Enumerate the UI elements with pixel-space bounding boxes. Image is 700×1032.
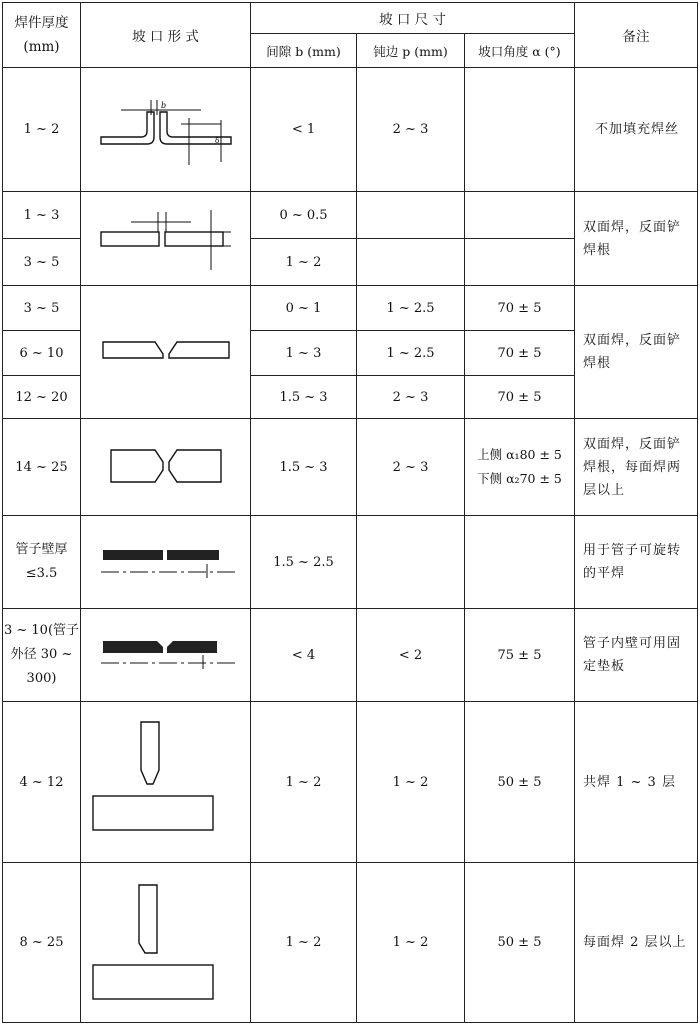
diagram-pipe-fixed [81,609,251,702]
x-groove-diagram [91,442,241,492]
cell-blunt: 1 ~ 2 [357,702,465,863]
diagram-x-groove [81,419,251,516]
cell-remark: 双面焊，反面铲焊根 [575,286,698,419]
diagram-pipe-rotating [81,516,251,609]
cell-remark: 双面焊，反面铲焊根，每面焊两层以上 [575,419,698,516]
cell-thickness: 3 ~ 5 [3,286,81,331]
diagram-flanged-butt [81,68,251,192]
header-angle: 坡口角度 α (°) [465,34,575,68]
cell-gap: < 4 [251,609,357,702]
header-form: 坡 口 形 式 [81,3,251,68]
table-row [3,419,698,516]
table-row [3,609,698,702]
cell-blunt: < 2 [357,609,465,702]
cell-gap: < 1 [251,68,357,192]
table-row [3,702,698,863]
cell-blunt [357,516,465,609]
diagram-t-joint-single [81,702,251,863]
cell-thickness: 12 ~ 20 [3,376,81,419]
cell-remark: 不加填充焊丝 [575,68,698,192]
cell-angle [465,192,575,239]
cell-angle [465,516,575,609]
cell-angle: 70 ± 5 [465,376,575,419]
square-butt-diagram [91,204,241,274]
table-row [3,516,698,609]
cell-thickness: 1 ~ 3 [3,192,81,239]
cell-gap: 1.5 ~ 3 [251,419,357,516]
groove-table [2,2,698,1023]
angle-upper: 上侧 α₁80 ± 5 [477,447,562,462]
header-remark: 备注 [575,3,698,68]
table-row [3,863,698,1023]
diagram-v-groove [81,286,251,419]
v-groove-diagram [91,332,241,372]
cell-gap: 0 ~ 1 [251,286,357,331]
cell-gap: 1 ~ 2 [251,863,357,1023]
cell-angle [465,239,575,286]
table-row [3,68,698,192]
cell-angle: 50 ± 5 [465,702,575,863]
cell-gap: 1 ~ 2 [251,702,357,863]
cell-angle: 70 ± 5 [465,286,575,331]
cell-remark: 共焊 1 ~ 3 层 [575,702,698,863]
angle-lower: 下侧 α₂70 ± 5 [477,471,562,486]
cell-blunt [357,192,465,239]
cell-gap: 1 ~ 2 [251,239,357,286]
cell-blunt: 1 ~ 2 [357,863,465,1023]
cell-angle: 70 ± 5 [465,331,575,376]
cell-remark: 双面焊，反面铲焊根 [575,192,698,286]
table-row [3,286,698,331]
cell-blunt [357,239,465,286]
t-joint-single-diagram [91,712,241,852]
cell-gap: 1.5 ~ 2.5 [251,516,357,609]
cell-blunt: 2 ~ 3 [357,68,465,192]
cell-gap: 0 ~ 0.5 [251,192,357,239]
cell-gap: 1 ~ 3 [251,331,357,376]
cell-thickness: 1 ~ 2 [3,68,81,192]
header-thickness: 焊件厚度 (mm) [3,3,81,68]
pipe-fixed-diagram [91,635,241,675]
diagram-square-butt [81,192,251,286]
cell-remark: 每面焊 2 层以上 [575,863,698,1023]
pipe-rotating-diagram [91,542,241,582]
gap-label: b [160,100,166,110]
header-gap: 间隙 b (mm) [251,34,357,68]
thickness-label: δ [214,136,219,145]
diagram-t-joint-double [81,863,251,1023]
cell-thickness: 14 ~ 25 [3,419,81,516]
t-joint-double-diagram [91,873,241,1013]
cell-remark: 管子内壁可用固定垫板 [575,609,698,702]
table-row [3,192,698,239]
cell-blunt: 2 ~ 3 [357,376,465,419]
cell-remark: 用于管子可旋转的平焊 [575,516,698,609]
cell-blunt: 2 ~ 3 [357,419,465,516]
cell-thickness: 3 ~ 10(管子外径 30 ~ 300) [3,609,81,702]
cell-angle [465,419,575,516]
cell-angle: 50 ± 5 [465,863,575,1023]
cell-thickness: 3 ~ 5 [3,239,81,286]
cell-thickness: 8 ~ 25 [3,863,81,1023]
cell-thickness: 管子壁厚≤3.5 [3,516,81,609]
cell-thickness: 6 ~ 10 [3,331,81,376]
cell-thickness: 4 ~ 12 [3,702,81,863]
header-blunt: 钝边 p (mm) [357,34,465,68]
cell-gap: 1.5 ~ 3 [251,376,357,419]
cell-blunt: 1 ~ 2.5 [357,286,465,331]
cell-angle: 75 ± 5 [465,609,575,702]
cell-blunt: 1 ~ 2.5 [357,331,465,376]
cell-angle [465,68,575,192]
flanged-butt-diagram [91,90,241,170]
header-size-group: 坡 口 尺 寸 [251,3,575,34]
